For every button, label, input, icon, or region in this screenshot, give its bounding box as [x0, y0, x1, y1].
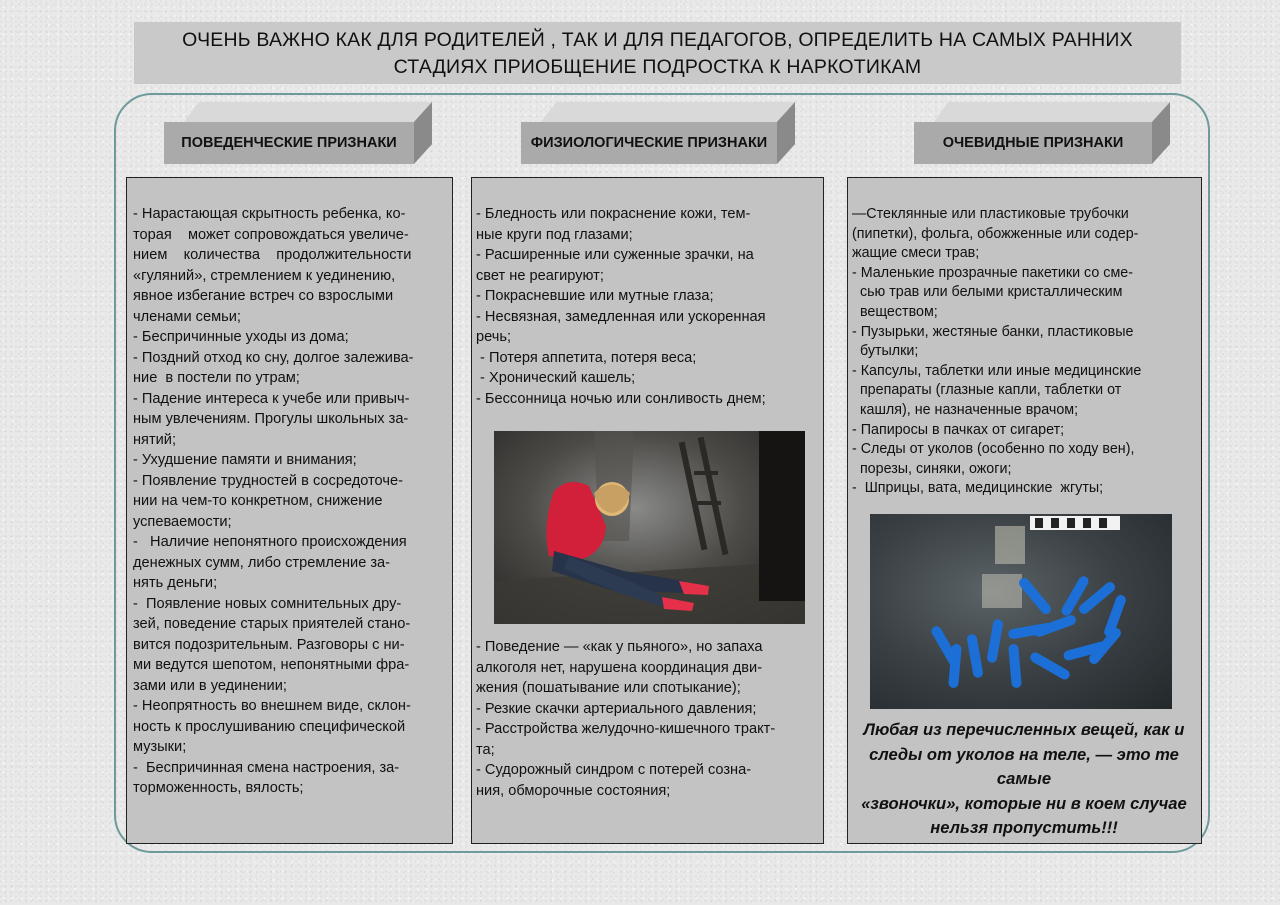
- text-line: свет не реагируют;: [476, 267, 604, 284]
- closing-line-4: нельзя пропустить!!!: [930, 818, 1118, 837]
- text-line: речь;: [476, 329, 512, 345]
- text-line: - Покрасневшие или мутные глаза;: [476, 288, 714, 304]
- text-line: препараты (глазные капли, таблетки от: [852, 382, 1122, 399]
- physiological-list-bottom: [476, 637, 818, 801]
- text-line: нять деньги;: [133, 575, 218, 591]
- text-line: - Падение интереса к учебе или привыч-: [133, 390, 410, 407]
- text-line: - Появление трудностей в сосредоточе-: [133, 472, 403, 489]
- text-line: - Расширенные или суженные зрачки, на: [476, 247, 754, 263]
- text-line: - Хронический кашель;: [476, 370, 636, 386]
- text-line: - Поведение — «как у пьяного», но запаха: [476, 639, 763, 655]
- text-line: - Расстройства желудочно-кишечного тракт-: [476, 721, 776, 737]
- text-line: «гуляний», стремлением к уединению,: [133, 267, 396, 284]
- text-line: - Следы от уколов (особенно по ходу вен),: [852, 441, 1135, 458]
- text-line: - Резкие скачки артериального давления;: [476, 700, 757, 717]
- text-line: - Маленькие прозрачные пакетики со сме-: [852, 264, 1133, 281]
- text-line: кашля), не назначенные врачом;: [852, 401, 1079, 418]
- text-line: вится подозрительным. Разговоры с ни-: [133, 636, 405, 653]
- text-line: музыки;: [133, 739, 187, 755]
- text-line: торможенность, вялость;: [133, 780, 304, 796]
- text-line: ния, обморочные состояния;: [476, 782, 671, 799]
- text-line: жащие смеси трав;: [852, 245, 980, 262]
- text-line: (пипетки), фольга, обожженные или содер-: [852, 225, 1139, 242]
- text-line: - Нарастающая скрытность ребенка, ко-: [133, 206, 406, 222]
- text-line: - Судорожный синдром с потерей созна-: [476, 762, 752, 778]
- text-line: порезы, синяки, ожоги;: [852, 460, 1012, 477]
- text-line: - Несвязная, замедленная или ускоренная: [476, 308, 766, 325]
- text-line: ность к прослушиванию специфической: [133, 718, 406, 735]
- text-line: - Пузырьки, жестяные банки, пластиковые: [852, 323, 1134, 340]
- text-line: зей, поведение старых приятелей стано-: [133, 616, 411, 632]
- header-behavioral-label: ПОВЕДЕНЧЕСКИЕ ПРИЗНАКИ: [164, 122, 414, 164]
- closing-warning: [849, 718, 1199, 841]
- text-line: - Беспричинная смена настроения, за-: [133, 759, 400, 776]
- text-line: алкоголя нет, нарушена координация дви-: [476, 659, 763, 676]
- physiological-list-top: [476, 204, 818, 409]
- text-line: - Беспричинные уходы из дома;: [133, 329, 349, 345]
- text-line: - Бессонница ночью или сонливость днем;: [476, 390, 766, 407]
- evidence-capsules-photo: [870, 514, 1172, 709]
- text-line: ным увлечениям. Прогулы школьных за-: [133, 411, 409, 427]
- text-line: та;: [476, 741, 495, 758]
- text-line: ные круги под глазами;: [476, 226, 633, 243]
- text-line: успеваемости;: [133, 513, 232, 530]
- text-line: нятий;: [133, 431, 177, 448]
- text-line: явное избегание встреч со взрослыми: [133, 288, 394, 304]
- behavioral-column: [126, 177, 453, 844]
- closing-line-3: «звоночки», которые ни в коем случае: [861, 793, 1187, 813]
- text-line: - Ухудшение памяти и внимания;: [133, 452, 357, 468]
- text-line: зами или в уединении;: [133, 677, 287, 694]
- title-line-2: СТАДИЯХ ПРИОБЩЕНИЕ ПОДРОСТКА К НАРКОТИКАМ: [393, 56, 922, 78]
- text-line: веществом;: [852, 303, 938, 320]
- text-line: - Неопрятность во внешнем виде, склон-: [133, 698, 411, 714]
- text-line: - Шприцы, вата, медицинские жгуты;: [852, 480, 1104, 497]
- header-physiological-label: ФИЗИОЛОГИЧЕСКИЕ ПРИЗНАКИ: [521, 122, 777, 164]
- text-line: - Наличие непонятного происхождения: [133, 534, 407, 550]
- header-physiological: [521, 102, 795, 164]
- text-line: - Папиросы в пачках от сигарет;: [852, 421, 1065, 438]
- text-line: - Появление новых сомнительных дру-: [133, 595, 402, 612]
- closing-line-2: следы от уколов на теле, — это те самые: [869, 744, 1179, 788]
- behavioral-list: [133, 204, 445, 799]
- text-line: - Капсулы, таблетки или иные медицинские: [852, 362, 1142, 379]
- text-line: ние в постели по утрам;: [133, 370, 300, 386]
- text-line: торая может сопровождаться увеличе-: [133, 226, 409, 243]
- header-obvious: [914, 102, 1170, 164]
- text-line: денежных сумм, либо стремление за-: [133, 554, 391, 571]
- obvious-list: [852, 205, 1196, 499]
- header-behavioral: [164, 102, 432, 164]
- teen-in-distress-photo: [494, 431, 805, 624]
- text-line: нием количества продолжительности: [133, 247, 412, 263]
- header-obvious-label: ОЧЕВИДНЫЕ ПРИЗНАКИ: [914, 122, 1152, 164]
- text-line: - Потеря аппетита, потеря веса;: [476, 349, 697, 366]
- text-line: членами семьи;: [133, 308, 241, 325]
- text-line: - Бледность или покраснение кожи, тем-: [476, 206, 751, 222]
- text-line: нии на чем-то конкретном, снижение: [133, 493, 383, 509]
- text-line: ми ведутся шепотом, непонятными фра-: [133, 657, 410, 673]
- title-line-1: ОЧЕНЬ ВАЖНО КАК ДЛЯ РОДИТЕЛЕЙ , ТАК И ДЛЯ ПЕДАГОГОВ, ОПРЕДЕЛИТЬ НА САМЫХ РАННИХ: [182, 29, 1133, 51]
- title-banner: [134, 22, 1181, 84]
- text-line: бутылки;: [852, 343, 919, 360]
- closing-line-1: Любая из перечисленных вещей, как и: [863, 720, 1185, 739]
- text-line: сью трав или белыми кристаллическим: [852, 284, 1123, 301]
- text-line: - Поздний отход ко сну, долгое залежива-: [133, 349, 414, 366]
- text-line: жения (пошатывание или спотыкание);: [476, 680, 741, 696]
- text-line: —Стеклянные или пластиковые трубочки: [852, 206, 1129, 222]
